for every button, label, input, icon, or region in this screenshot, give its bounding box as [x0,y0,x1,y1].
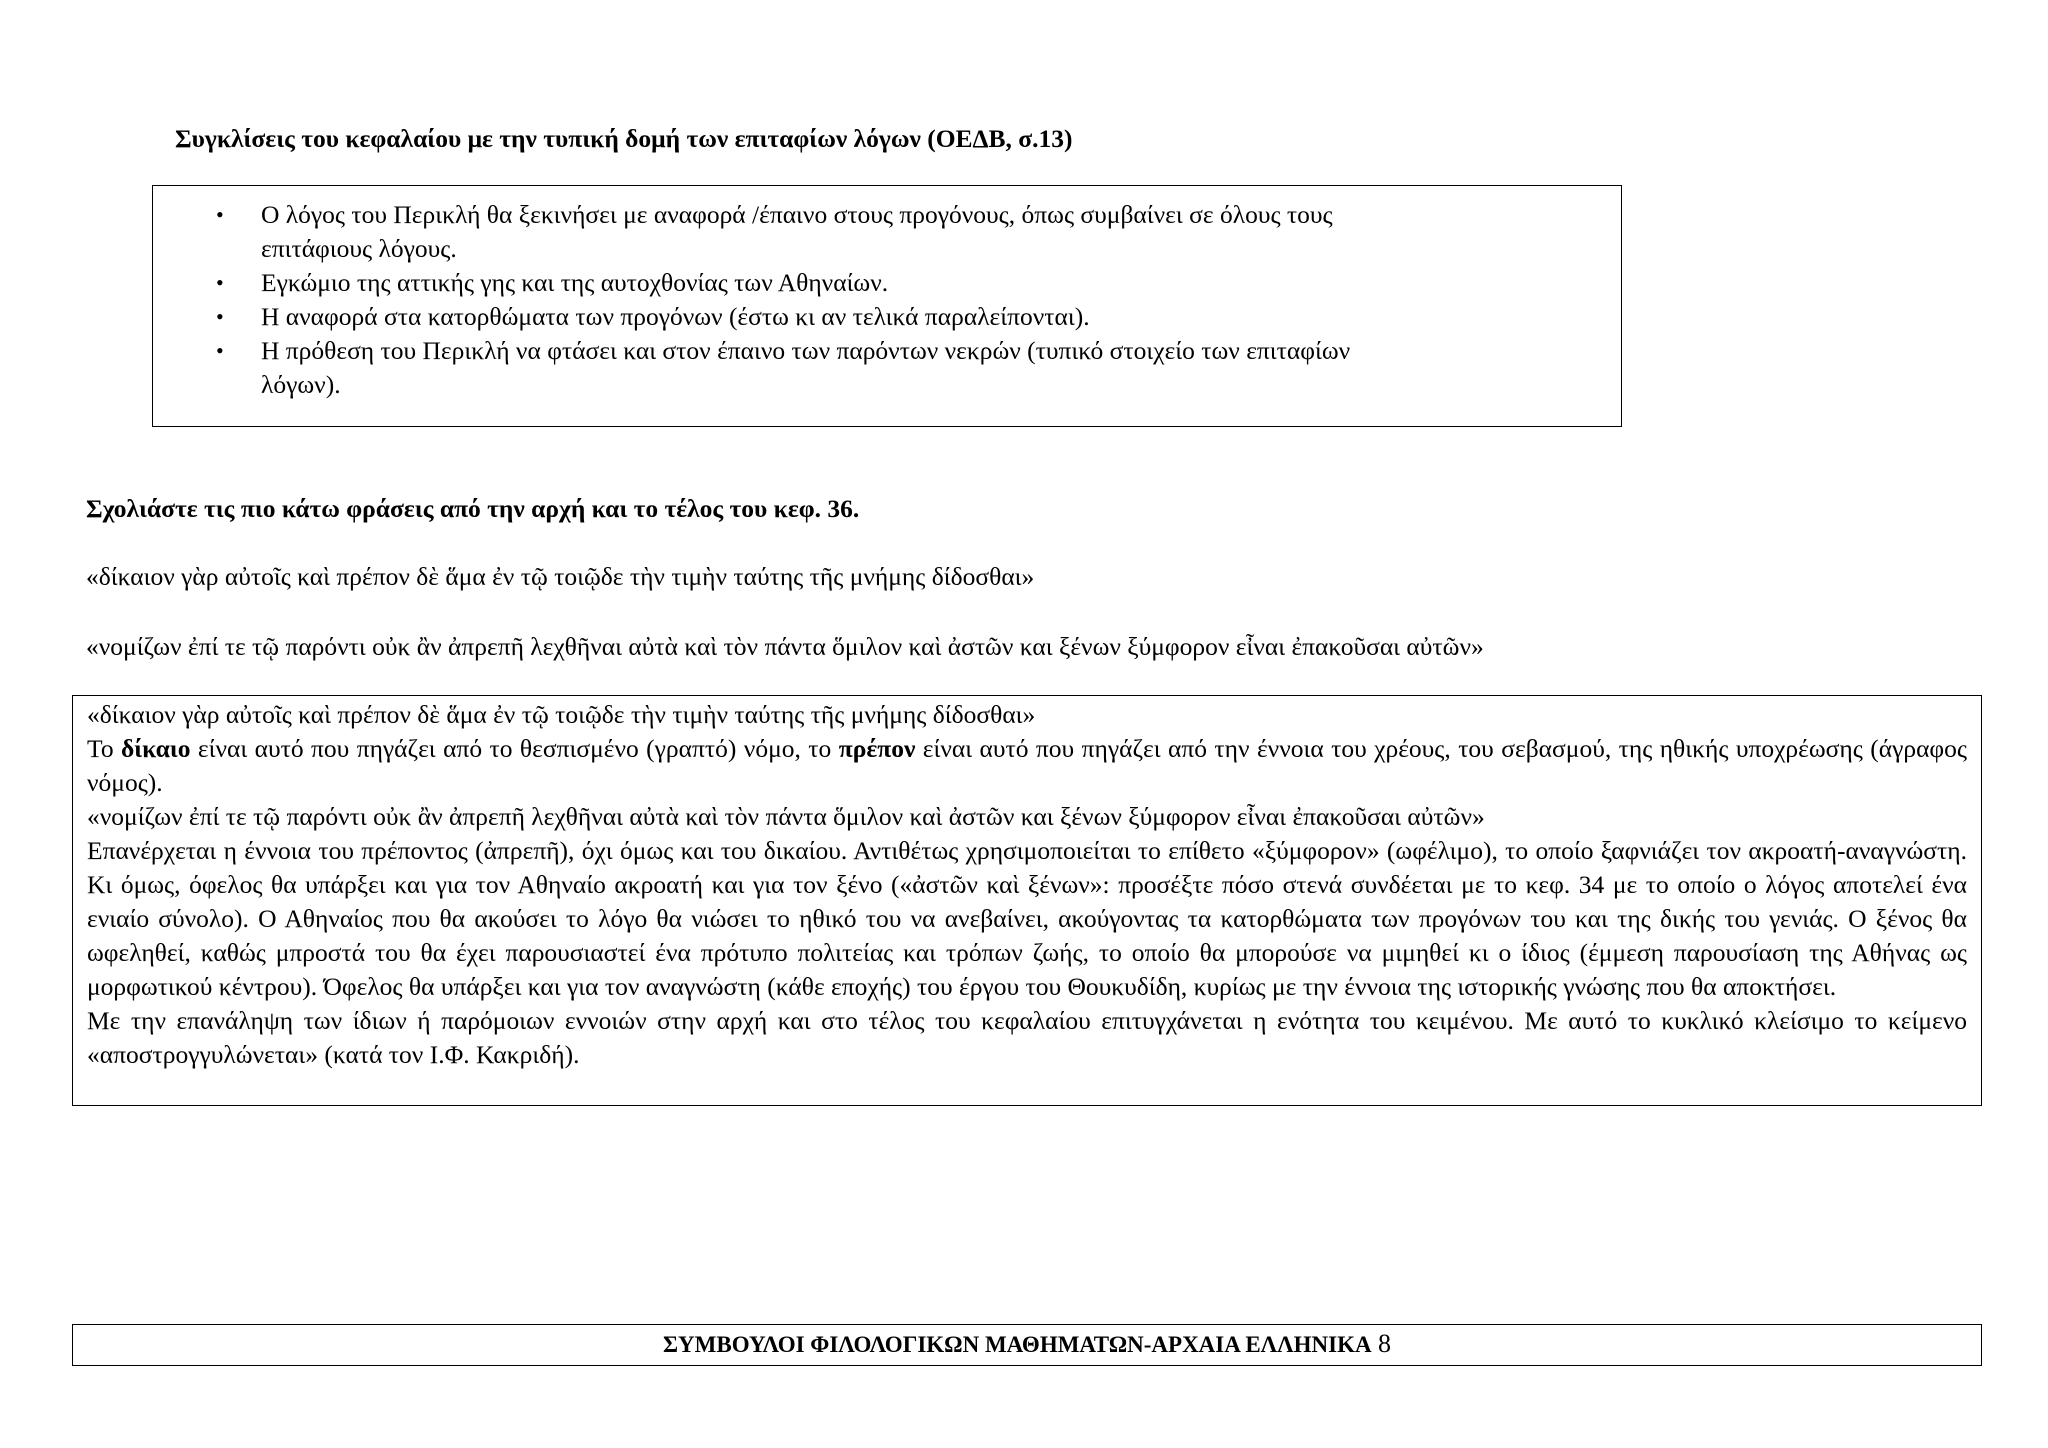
text-run: είναι αυτό που πηγάζει από το θεσπισμένο (γραπτό) νόμο, το [190,734,839,763]
section-heading-convergences: Συγκλίσεις του κεφαλαίου με την τυπική δομή των επιταφίων λόγων (ΟΕΔΒ, σ.13) [175,124,1073,153]
answer-paragraph-1 [87,732,1967,800]
answer-box [72,695,1982,1106]
text-run: Το [87,734,121,763]
list-item-line: λόγων). [261,370,341,399]
bullet-icon: • [216,202,224,227]
answer-paragraph-2: Επανέρχεται η έννοια του πρέποντος (ἀπρεπῆ), όχι όμως και του δικαίου. Αντιθέτως χρησιμοποιείται το επίθετο «ξύμφορον» (ωφέλιμο), το οποίο ξαφνιάζει τον ακροατή-αναγνώστη. Κι όμως, όφελος θα υπάρξει και για τον Αθηναίο ακροατή και για τον ξένο («ἀστῶν καὶ ξένων»: προσέξτε πόσο στενά συνδέεται με το κεφ. 34 με το οποίο ο λόγος αποτελεί ένα ενιαίο σύνολο). Ο Αθηναίος που θα ακούσει το λόγο θα νιώσει το ηθικό του να ανεβαίνει, ακούγοντας τα κατορθώματα των προγόνων του και της δικής του γενιάς. Ο ξένος θα ωφεληθεί, καθώς μπροστά του θα έχει παρουσιαστεί ένα πρότυπο πολιτείας και τρόπων ζωής, το οποίο θα μπορούσε να μιμηθεί κι ο ίδιος (έμμεση παρουσίαση της Αθήνας ως μορφωτικού κέντρου). Όφελος θα υπάρξει και για τον αναγνώστη (κάθε εποχής) του έργου του Θουκυδίδη, κυρίως με την έννοια της ιστορικής γνώσης που θα αποκτήσει. [87,836,1967,1001]
list-item [153,198,1621,266]
list-item-line: επιτάφιους λόγους. [261,234,457,263]
list-item [153,266,1621,300]
footer-text: ΣΥΜΒΟΥΛΟΙ ΦΙΛΟΛΟΓΙΚΩΝ ΜΑΘΗΜΑΤΩΝ-ΑΡΧΑΙΑ ΕΛΛΗΝΙΚΑ [663,1332,1372,1357]
answer-quote-1: «δίκαιον γὰρ αὐτοῖς καὶ πρέπον δὲ ἅμα ἐν τῷ τοιῷδε τὴν τιμὴν ταύτης τῆς μνήμης δίδοσθαι» [87,700,1036,729]
page-footer [72,1324,1982,1366]
bullet-icon: • [216,338,224,363]
list-item-line: Η αναφορά στα κατορθώματα των προγόνων (έστω κι αν τελικά παραλείπονται). [261,302,1090,331]
text-run: είναι αυτό που πηγάζει από την έννοια του χρέους, του σεβασμού, της ηθικής υποχρέωσης (άγραφος νόμος). [87,734,1968,797]
answer-paragraph-3: Με την επανάληψη των ίδιων ή παρόμοιων εννοιών στην αρχή και στο τέλος του κεφαλαίου επιτυγχάνεται η ενότητα του κειμένου. Με αυτό το κυκλικό κλείσιμο το κείμενο «αποστρογγυλώνεται» (κατά τον Ι.Φ. Κακριδή). [87,1006,1967,1069]
answer-quote-2: «νομίζων ἐπί τε τῷ παρόντι οὐκ ἂν ἀπρεπῆ λεχθῆναι αὐτὰ καὶ τὸν πάντα ὅμιλον καὶ ἀστῶν και ξένων ξύμφορον εἶναι ἐπακοῦσαι αὐτῶν» [87,802,1485,831]
list-item-line: Ο λόγος του Περικλή θα ξεκινήσει με αναφορά /έπαινο στους προγόνους, όπως συμβαίνει σε όλους τους [261,200,1333,229]
list-item [153,300,1621,334]
list-item-line: Εγκώμιο της αττικής γης και της αυτοχθονίας των Αθηναίων. [261,268,889,297]
section-heading-comment: Σχολιάστε τις πιο κάτω φράσεις από την αρχή και το τέλος του κεφ. 36. [86,494,860,523]
page-number: 8 [1377,1329,1391,1358]
list-item-line: Η πρόθεση του Περικλή να φτάσει και στον έπαινο των παρόντων νεκρών (τυπικό στοιχείο των επιταφίων [261,336,1351,365]
greek-quote-1: «δίκαιον γὰρ αὐτοῖς καὶ πρέπον δὲ ἅμα ἐν τῷ τοιῷδε τὴν τιμὴν ταύτης τῆς μνήμης δίδοσθαι» [86,562,1035,591]
convergences-box [152,185,1622,427]
bold-term-prepon: πρέπον [838,734,916,763]
list-item [153,334,1621,402]
bold-term-dikaio: δίκαιο [121,734,191,763]
bullet-icon: • [216,270,224,295]
bullet-icon: • [216,304,224,329]
greek-quote-2: «νομίζων ἐπί τε τῷ παρόντι οὐκ ἂν ἀπρεπῆ λεχθῆναι αὐτὰ καὶ τὸν πάντα ὅμιλον καὶ ἀστῶν και ξένων ξύμφορον εἶναι ἐπακοῦσαι αὐτῶν» [86,632,1484,661]
convergences-list [153,198,1621,402]
